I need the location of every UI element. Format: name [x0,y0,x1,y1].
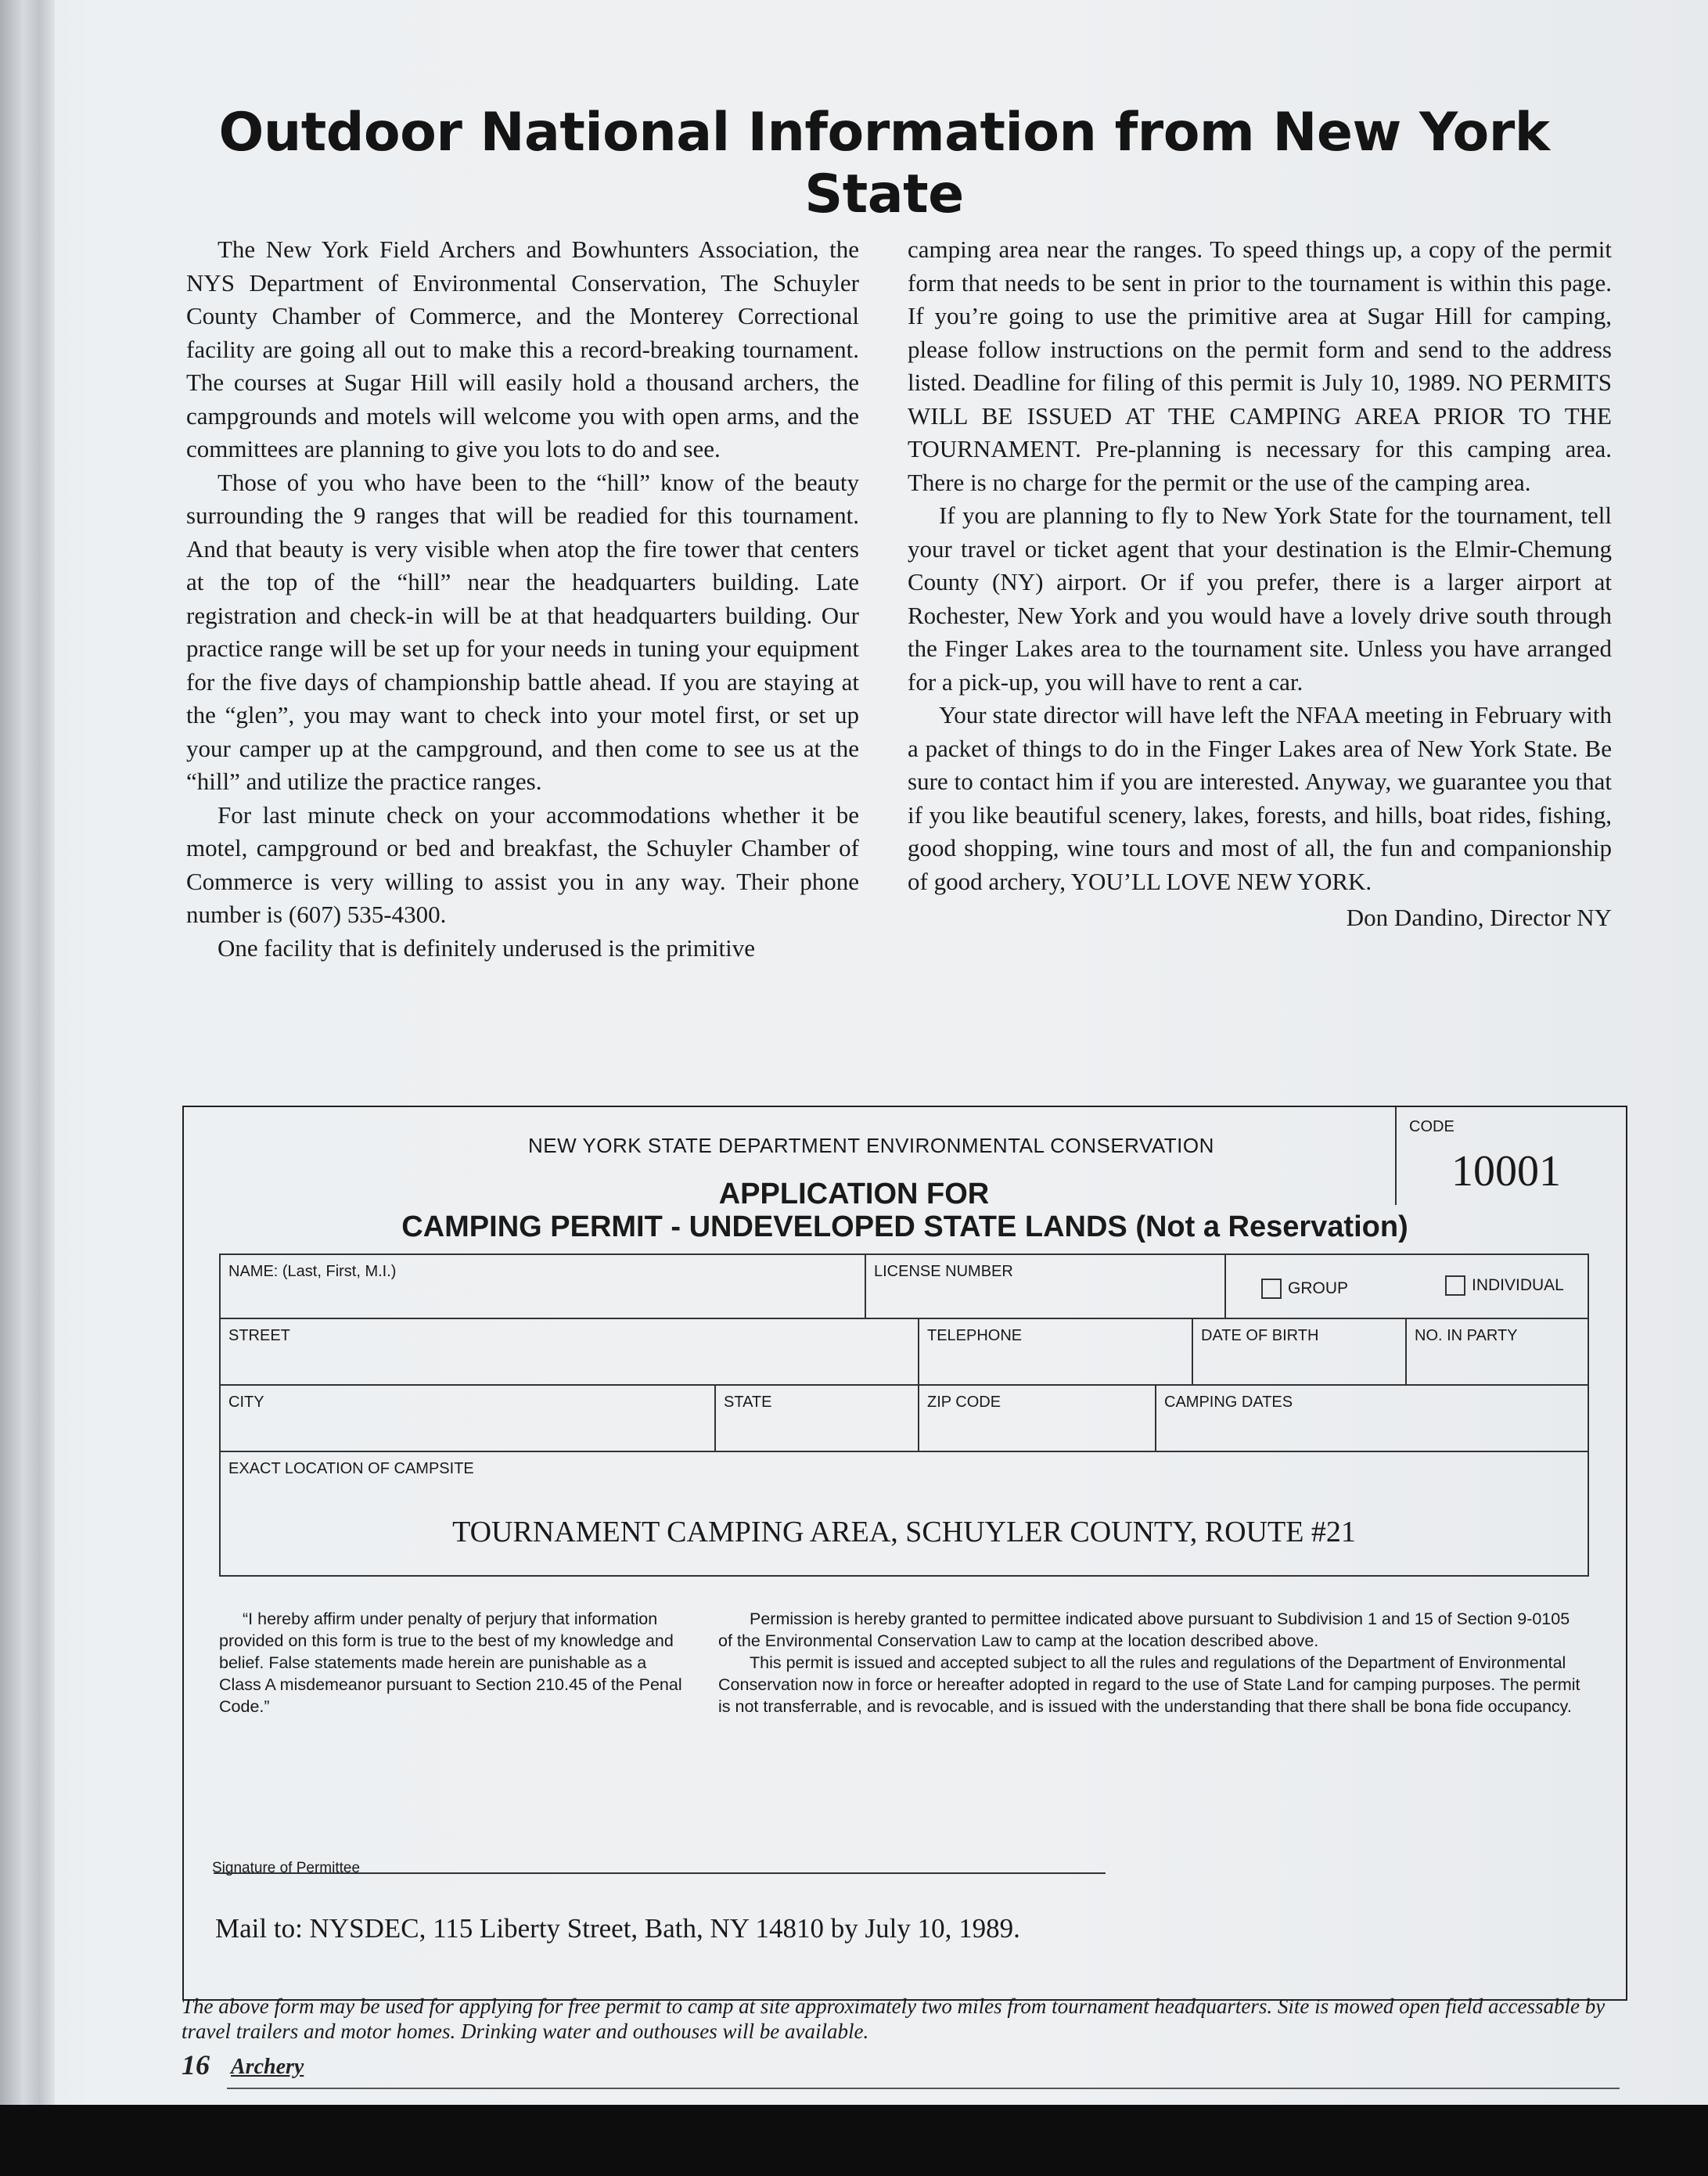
street-label: STREET [228,1327,290,1344]
article-paragraph: camping area near the ranges. To speed things up, a copy of the permit form that needs to be sent in prior to the tournament is within this page. If you’re going to use the primitive area at Sugar Hill for camping, please follow instructions on the permit form and send to the address listed. Deadline for filing of this permit is July 10, 1989. NO PERMITS WILL BE ISSUED AT THE CAMPING AREA PRIOR TO THE TOURNAMENT. Pre-planning is necessary for this camping area. There is no charge for the permit or the use of the camping area. [908,236,1612,496]
page-number: 16 [182,2049,210,2081]
permission-paragraph: Permission is hereby granted to permittee indicated above pursuant to Subdivision 1 and 15 of Section 9-0105 of the Environmental Conservation Law to camp at the location described above. [718,1610,1570,1650]
state-label: STATE [724,1394,772,1411]
article-right-column [908,233,1612,935]
form-department: NEW YORK STATE DEPARTMENT ENVIRONMENTAL CONSERVATION [528,1134,1214,1157]
campsite-value: TOURNAMENT CAMPING AREA, SCHUYLER COUNTY, ROUTE #21 [452,1516,1356,1548]
party-type-cell [1226,1255,1588,1319]
license-field[interactable] [866,1255,1226,1319]
form-title-line1: APPLICATION FOR [718,1178,990,1210]
group-option[interactable] [1261,1279,1348,1299]
city-label: CITY [228,1394,264,1411]
license-label: LICENSE NUMBER [874,1263,1013,1280]
zip-label: ZIP CODE [927,1394,1001,1411]
article-paragraph: If you are planning to fly to New York State for the tournament, tell your travel or ticket agent that your destination is the Elmir-Chemung County (NY) airport. Or if you prefer, there is a larger airport at Rochester, New York and you would have a lovely drive south through the Finger Lakes area to the tournament site. Unless you have arranged for a pick-up, you will have to rent a car. [908,502,1612,696]
party-count-field[interactable] [1407,1319,1588,1386]
page-spine [0,0,55,2144]
party-count-label: NO. IN PARTY [1415,1327,1518,1344]
individual-checkbox[interactable] [1445,1275,1465,1296]
street-field[interactable] [221,1319,919,1386]
mail-to-text: Mail to: NYSDEC, 115 Liberty Street, Bath, NY 14810 by July 10, 1989. [215,1913,1020,1944]
dob-label: DATE OF BIRTH [1201,1327,1319,1344]
city-field[interactable] [221,1386,716,1452]
code-label: CODE [1409,1118,1454,1135]
telephone-field[interactable] [919,1319,1193,1386]
form-row-street [219,1318,1589,1386]
individual-label: INDIVIDUAL [1472,1276,1564,1294]
permission-text [718,1608,1587,1717]
form-row-location [219,1451,1589,1577]
camping-dates-label: CAMPING DATES [1164,1394,1293,1411]
signature-label: Signature of Permittee [212,1860,361,1876]
article-paragraph: One facility that is definitely underused is the primitive [218,933,755,962]
author-signoff: Don Dandino, Director NY [1346,904,1612,931]
article-paragraph: For last minute check on your accommodations whether it be motel, campground or bed and breakfast, the Schuyler Chamber of Commerce is very willing to assist you in any way. Their phone number is (607) 535-4300. [186,800,859,928]
magazine-name: Archery [231,2055,304,2079]
group-checkbox[interactable] [1261,1279,1282,1299]
camping-permit-form [182,1106,1627,2001]
zip-field[interactable] [919,1386,1156,1452]
signature-line[interactable] [214,1872,1106,1874]
article-left-column [186,233,859,965]
location-label: EXACT LOCATION OF CAMPSITE [228,1460,474,1477]
camping-dates-field[interactable] [1156,1386,1588,1452]
form-title-line2: CAMPING PERMIT - UNDEVELOPED STATE LANDS (Not a Reservation) [401,1210,1408,1243]
telephone-label: TELEPHONE [927,1327,1023,1344]
article-paragraph: Those of you who have been to the “hill” know of the beauty surrounding the 9 ranges that will be readied for this tournament. And that beauty is very visible when atop the fire tower that centers at the top of the “hill” near the headquarters building. Late registration and check-in will be at that headquarters building. Our practice range will be set up for your needs in tuning your equipment for the five days of championship battle ahead. If you are staying at the “glen”, you may want to check into your motel first, or set up your camper up at the campground, and then come to see us at the “hill” and utilize the practice ranges. [186,468,859,795]
name-field[interactable] [221,1255,866,1319]
group-label: GROUP [1288,1279,1349,1297]
code-value: 10001 [1451,1147,1561,1196]
name-label: NAME: (Last, First, M.I.) [228,1263,397,1280]
footer-rule [227,2088,1620,2089]
dob-field[interactable] [1193,1319,1407,1386]
page-title: Outdoor National Information from New York State [218,102,1550,225]
scan-background [0,2105,1708,2176]
form-row-city [219,1384,1589,1452]
form-row-name [219,1253,1589,1319]
state-field[interactable] [716,1386,919,1452]
article-paragraph: The New York Field Archers and Bowhunters Association, the NYS Department of Environmental Conservation, The Schuyler County Chamber of Commerce, and the Monterey Correctional facility are going all out to make this a record-breaking tournament. The courses at Sugar Hill will easily hold a thousand archers, the campgrounds and motels will welcome you with open arms, and the committees are planning to give you lots to do and see. [186,236,859,462]
location-field[interactable] [221,1452,1588,1575]
affirmation-text: “I hereby affirm under penalty of perjury that information provided on this form is true to the best of my knowledge and belief. False statements made herein are punishable as a Class A misdemeanor pursuant to Section 210.45 of the Penal Code.” [219,1610,682,1716]
permission-paragraph: This permit is issued and accepted subject to all the rules and regulations of the Department of Environmental Conservation now in force or hereafter adopted in regard to the use of State Land for camping purposes. The permit is not transferrable, and is revocable, and is issued with the understanding that there shall be bona fide occupancy. [718,1653,1580,1716]
individual-option[interactable] [1445,1275,1564,1296]
form-note: The above form may be used for applying for free permit to camp at site approximately two miles from tournament headquarters. Site is mowed open field accessable by travel trailers and motor homes. Drinking water and outhouses will be available. [182,1994,1606,2043]
article-paragraph: Your state director will have left the NFAA meeting in February with a packet of things to do in the Finger Lakes area of New York State. Be sure to contact him if you are interested. Anyway, we guarantee you that if you like beautiful scenery, lakes, forests, and hills, boat rides, fishing, good shopping, wine tours and most of all, the fun and companionship of good archery, YOU’LL LOVE NEW YORK. [908,701,1612,895]
